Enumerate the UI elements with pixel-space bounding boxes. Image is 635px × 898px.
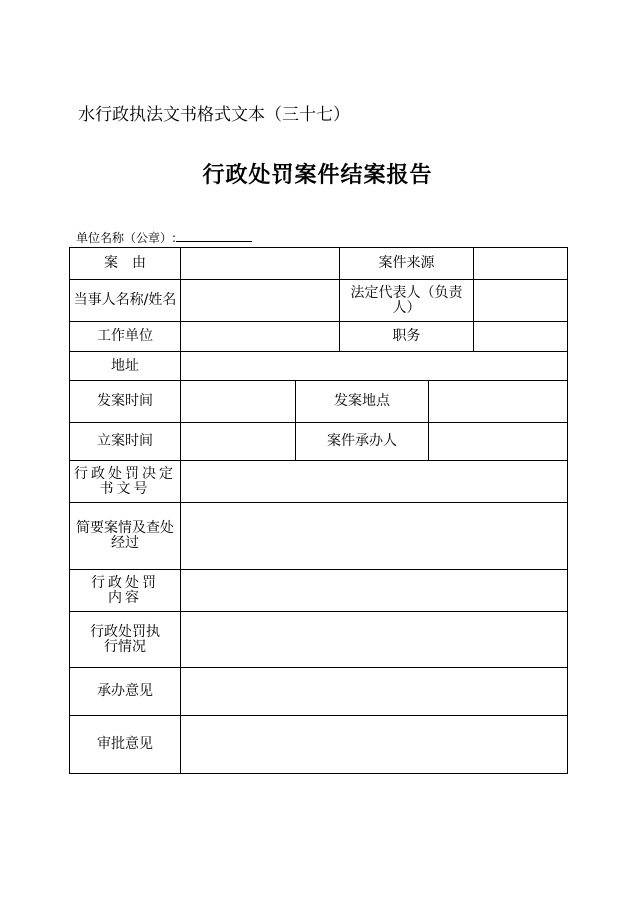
case-summary-value[interactable] [181,503,568,570]
decision-no-value[interactable] [181,461,568,503]
closure-report-table [69,247,568,774]
penalty-content-label: 行政处罚内容 [70,570,181,612]
filing-time-value[interactable] [181,423,296,461]
approval-opinion-label: 审批意见 [70,716,181,774]
legal-rep-value[interactable] [474,280,568,322]
approval-opinion-value[interactable] [181,716,568,774]
handler-value[interactable] [429,423,568,461]
execution-value[interactable] [181,612,568,668]
case-source-label: 案件来源 [340,248,474,280]
party-name-value[interactable] [181,280,340,322]
execution-label: 行政处罚执行情况 [70,612,181,668]
incident-place-value[interactable] [429,381,568,423]
case-reason-label: 案 由 [70,248,181,280]
filing-time-label: 立案时间 [70,423,181,461]
handler-opinion-value[interactable] [181,668,568,716]
document-title: 行政处罚案件结案报告 [202,163,433,188]
legal-rep-label: 法定代表人（负责人） [340,280,474,322]
penalty-content-value[interactable] [181,570,568,612]
case-source-value[interactable] [474,248,568,280]
decision-no-label: 行政处罚决定书文号 [70,461,181,503]
unit-name-line [76,229,252,246]
case-reason-value[interactable] [181,248,340,280]
case-summary-label: 简要案情及查处经过 [70,503,181,570]
work-unit-label: 工作单位 [70,322,181,352]
unit-name-blank[interactable] [176,229,252,242]
position-label: 职务 [340,322,474,352]
incident-time-value[interactable] [181,381,296,423]
address-label: 地址 [70,352,181,381]
handler-opinion-label: 承办意见 [70,668,181,716]
document-header: 水行政执法文书格式文本（三十七） [78,105,350,125]
position-value[interactable] [474,322,568,352]
work-unit-value[interactable] [181,322,340,352]
incident-time-label: 发案时间 [70,381,181,423]
unit-name-label: 单位名称（公章）: [76,231,177,245]
party-name-label: 当事人名称/姓名 [70,280,181,322]
incident-place-label: 发案地点 [296,381,429,423]
address-value[interactable] [181,352,568,381]
handler-label: 案件承办人 [296,423,429,461]
